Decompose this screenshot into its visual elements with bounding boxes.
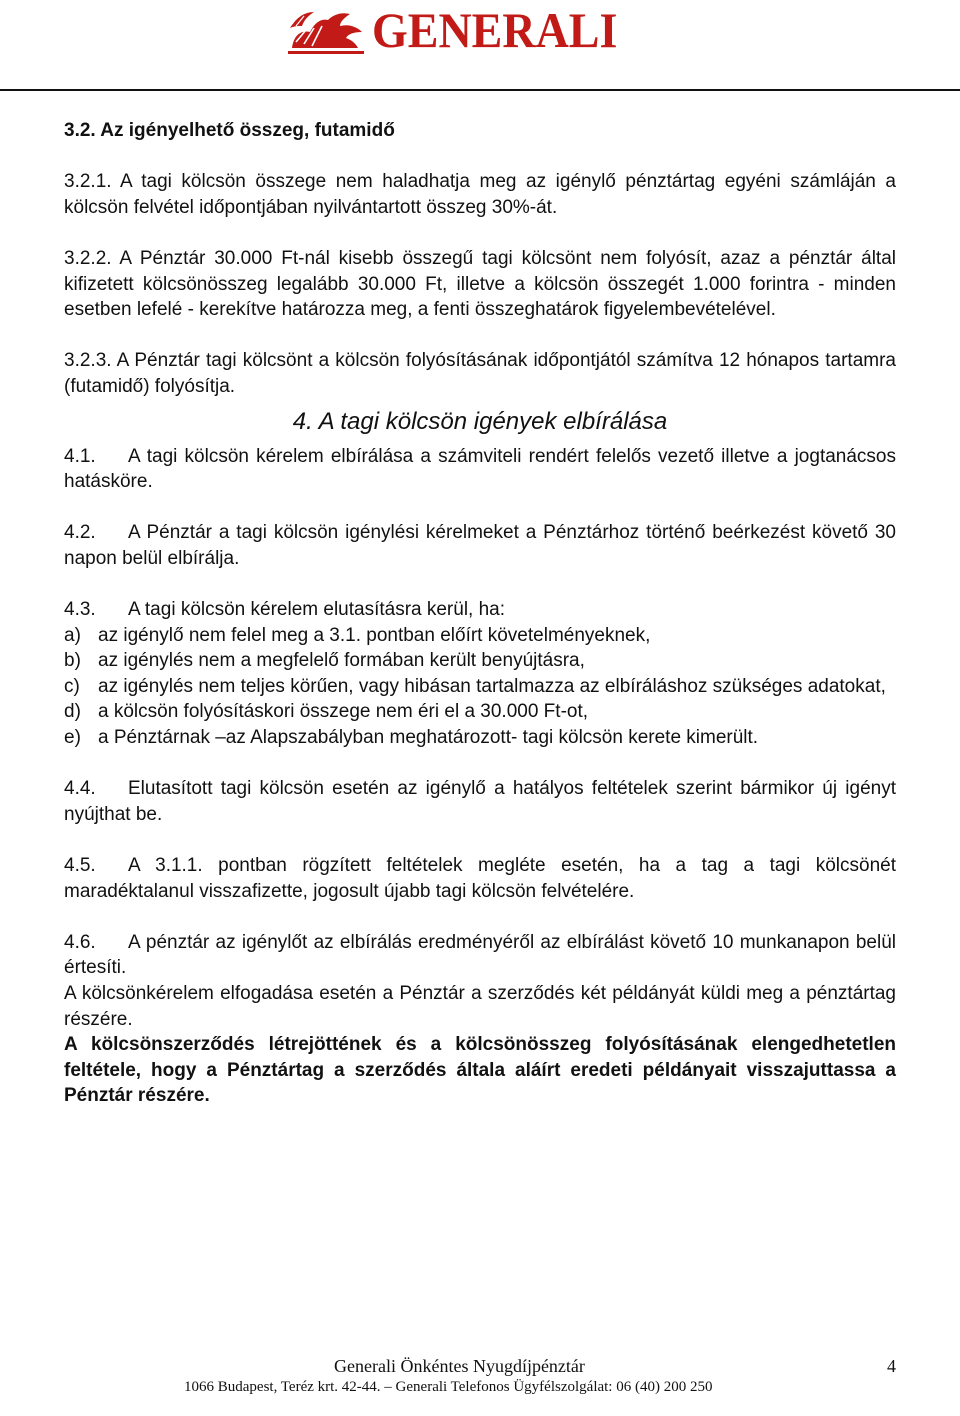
- paragraph-text: A tagi kölcsön kérelem elutasításra kerül, ha:: [128, 599, 506, 621]
- paragraph-text: A Pénztár a tagi kölcsön igénylési kérelmeket a Pénztárhoz történő beérkezést követő 30 napon belül elbírálja.: [64, 522, 896, 569]
- paragraph-3-2-3: 3.2.3. A Pénztár tagi kölcsönt a kölcsön folyósításának időpontjától számítva 12 hónapos tartamra (futamidő) folyósítja.: [64, 350, 896, 397]
- paragraph-text: A tagi kölcsön kérelem elbírálása a számviteli rendért felelős vezető illetve a jogtanácsos hatásköre.: [64, 445, 896, 493]
- paragraph-4-2: [64, 520, 896, 571]
- paragraph-text: Elutasított tagi kölcsön esetén az igénylő a hatályos feltételek szerint bármikor új igényt nyújthat be.: [64, 778, 896, 825]
- page-header: [0, 0, 960, 92]
- list-item-label: c): [64, 675, 80, 697]
- list-item-text: a Pénztárnak –az Alapszabályban meghatározott- tagi kölcsön kerete kimerült.: [98, 727, 759, 749]
- paragraph-4-6-condition: A kölcsönszerződés létrejöttének és a kölcsönösszeg folyósításának elengedhetetlen feltétele, hogy a Pénztártag a szerződés általa aláírt eredeti példányait visszajuttassa a Pénztár részére.: [64, 1034, 896, 1107]
- paragraph-4-1: [64, 444, 896, 495]
- paragraph-4-3: [64, 597, 896, 623]
- footer-organization: Generali Önkéntes Nyugdíjpénztár: [334, 1356, 585, 1376]
- rejection-reasons-list: [64, 623, 896, 751]
- paragraph-number: 4.2.: [64, 522, 96, 544]
- list-item-text: a kölcsön folyósításkori összege nem éri el a 30.000 Ft-ot,: [98, 701, 589, 723]
- document-body: [64, 118, 896, 1109]
- list-item-text: az igénylés nem teljes körűen, vagy hibásan tartalmazza az elbíráláshoz szükséges adatokat,: [98, 675, 886, 697]
- paragraph-4-5: [64, 853, 896, 904]
- generali-logo: [284, 0, 639, 56]
- paragraph-4-4: [64, 776, 896, 827]
- list-item: [64, 699, 896, 725]
- page-number: 4: [887, 1356, 896, 1376]
- list-item: [64, 648, 896, 674]
- list-item: [64, 623, 896, 649]
- list-item-text: az igénylés nem a megfelelő formában került benyújtásra,: [98, 650, 585, 672]
- header-divider: [0, 89, 960, 91]
- paragraph-number: 4.1.: [64, 445, 96, 467]
- section-4-title: 4. A tagi kölcsön igények elbírálása: [292, 407, 668, 435]
- paragraph-3-2-2: 3.2.2. A Pénztár 30.000 Ft-nál kisebb összegű tagi kölcsönt nem folyósít, azaz a pénztár által kifizetett kölcsönösszeg legalább 30.000 Ft, illetve a kölcsön összegét 1.000 forintra - minden esetben lefelé - kerekítve határozza meg, a fenti összeghatárok figyelembevételével.: [64, 247, 896, 321]
- paragraph-number: 4.5.: [64, 855, 96, 877]
- list-item-label: a): [64, 624, 81, 646]
- list-item-label: e): [64, 727, 81, 749]
- paragraph-4-6: [64, 930, 896, 981]
- paragraph-number: 4.6.: [64, 931, 96, 953]
- paragraph-4-6-acceptance: A kölcsönkérelem elfogadása esetén a Pénztár a szerződés két példányát küldi meg a pénztártag részére.: [64, 983, 896, 1030]
- footer-address: 1066 Budapest, Teréz krt. 42-44. – Generali Telefonos Ügyfélszolgálat: 06 (40) 200 250: [184, 1379, 713, 1395]
- winged-lion-icon: [284, 4, 368, 56]
- paragraph-3-2-1: 3.2.1. A tagi kölcsön összege nem haladhatja meg az igénylő pénztártag egyéni számláján a kölcsön felvétel időpontjában nyilvántartott összeg 30%-át.: [64, 171, 896, 218]
- brand-wordmark: GENERALI: [372, 2, 618, 58]
- list-item: [64, 674, 896, 700]
- section-3-2-title: 3.2. Az igényelhető összeg, futamidő: [64, 120, 395, 141]
- paragraph-text: A pénztár az igénylőt az elbírálás eredményéről az elbírálást követő 10 munkanapon belül értesíti.: [64, 931, 896, 979]
- paragraph-number: 4.3.: [64, 599, 96, 621]
- list-item-text: az igénylő nem felel meg a 3.1. pontban előírt követelményeknek,: [98, 624, 651, 646]
- paragraph-number: 4.4.: [64, 778, 96, 800]
- list-item: [64, 725, 896, 751]
- list-item-label: b): [64, 650, 81, 672]
- paragraph-text: A 3.1.1. pontban rögzített feltételek megléte esetén, ha a tag a tagi kölcsönét maradéktalanul visszafizette, jogosult újabb tagi kölcsön felvételére.: [64, 855, 896, 902]
- list-item-label: d): [64, 701, 81, 723]
